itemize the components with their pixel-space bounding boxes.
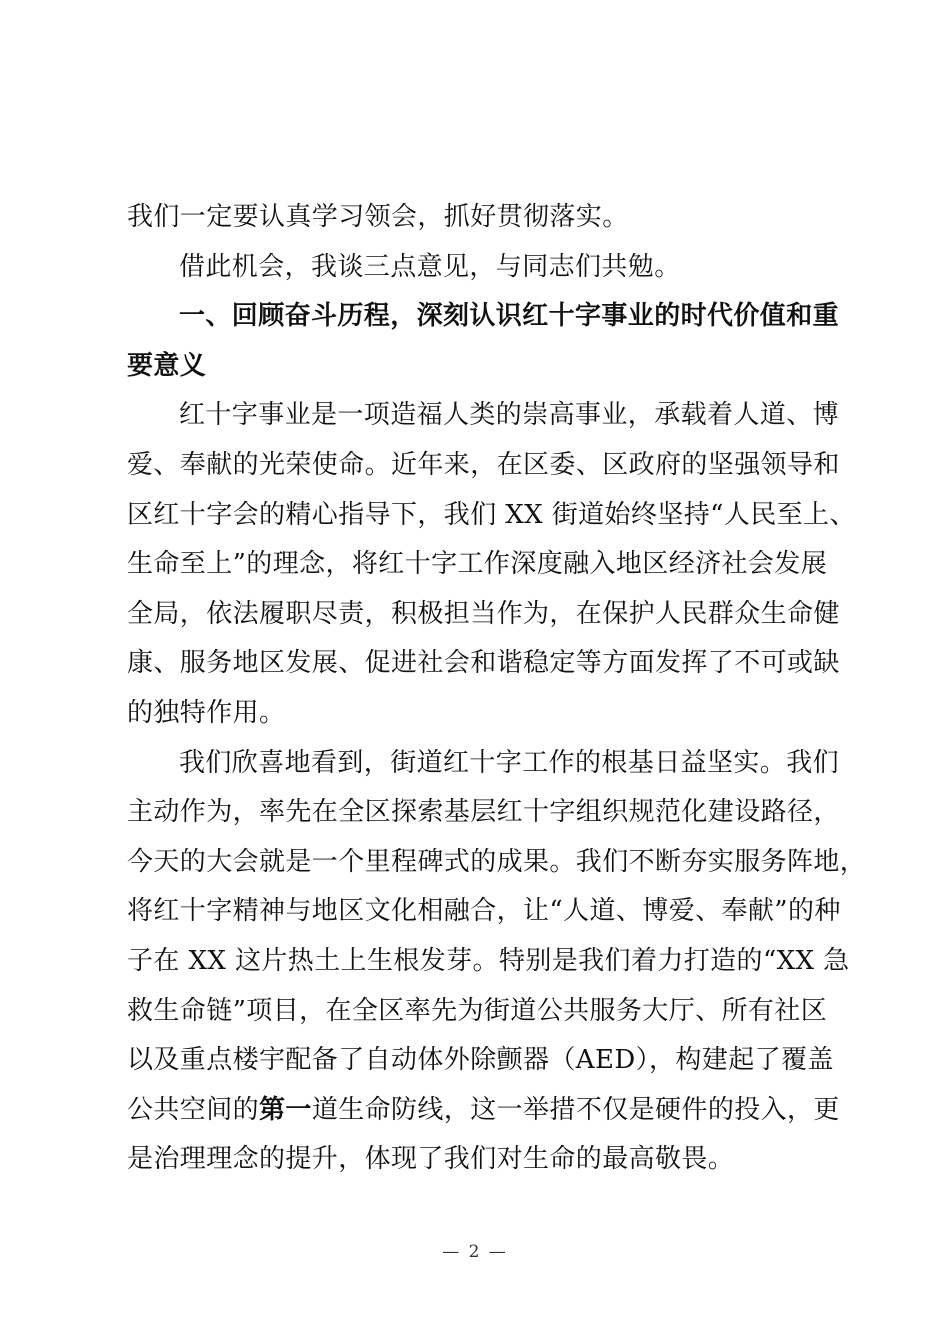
text-line: 红十字事业是一项造福人类的崇高事业，承载着人道、博 (179, 400, 840, 431)
document-body (127, 193, 867, 1185)
text-segment: 道生命防线，这一举措不仅是硬件的投入，更 (311, 1094, 840, 1125)
text-line: 借此机会，我谈三点意见，与同志们共勉。 (179, 251, 681, 282)
text-line: 区红十字会的精心指导下，我们 XX 街道始终坚持“人民至上、 (127, 499, 856, 530)
text-line: 是治理理念的提升，体现了我们对生命的最高敬畏。 (127, 1144, 735, 1175)
text-line: 子在 XX 这片热土上生根发芽。特别是我们着力打造的“XX 急 (127, 945, 850, 976)
text-line: 今天的大会就是一个里程碑式的成果。我们不断夯实服务阵地， (127, 846, 867, 877)
text-line: 爱、奉献的光荣使命。近年来，在区委、区政府的坚强领导和 (127, 449, 840, 480)
bold-text: 第一 (259, 1094, 312, 1125)
text-line: 生命至上”的理念，将红十字工作深度融入地区经济社会发展 (127, 549, 828, 580)
text-line: 康、服务地区发展、促进社会和谐稳定等方面发挥了不可或缺 (127, 648, 840, 679)
text-line (127, 1086, 840, 1136)
text-segment: 公共空间的 (127, 1094, 260, 1125)
text-line: 全局，依法履职尽责，积极担当作为，在保护人民群众生命健 (127, 598, 840, 629)
text-line: 将红十字精神与地区文化相融合，让“人道、博爱、奉献”的种 (127, 896, 841, 927)
text-line: 我们欣喜地看到，街道红十字工作的根基日益坚实。我们 (179, 747, 840, 778)
section-heading: 一、回顾奋斗历程，深刻认识红十字事业的时代价值和重 (179, 301, 840, 332)
page-number: — 2 — (442, 1242, 508, 1262)
text-line: 我们一定要认真学习领会，抓好贯彻落实。 (127, 202, 629, 232)
section-heading: 要意义 (127, 350, 207, 381)
text-line: 主动作为，率先在全区探索基层红十字组织规范化建设路径， (127, 797, 840, 828)
text-line: 以及重点楼宇配备了自动体外除颤器（AED），构建起了覆盖 (127, 1045, 834, 1076)
text-line: 的独特作用。 (127, 697, 286, 728)
text-line: 救生命链”项目，在全区率先为街道公共服务大厅、所有社区 (127, 995, 828, 1026)
